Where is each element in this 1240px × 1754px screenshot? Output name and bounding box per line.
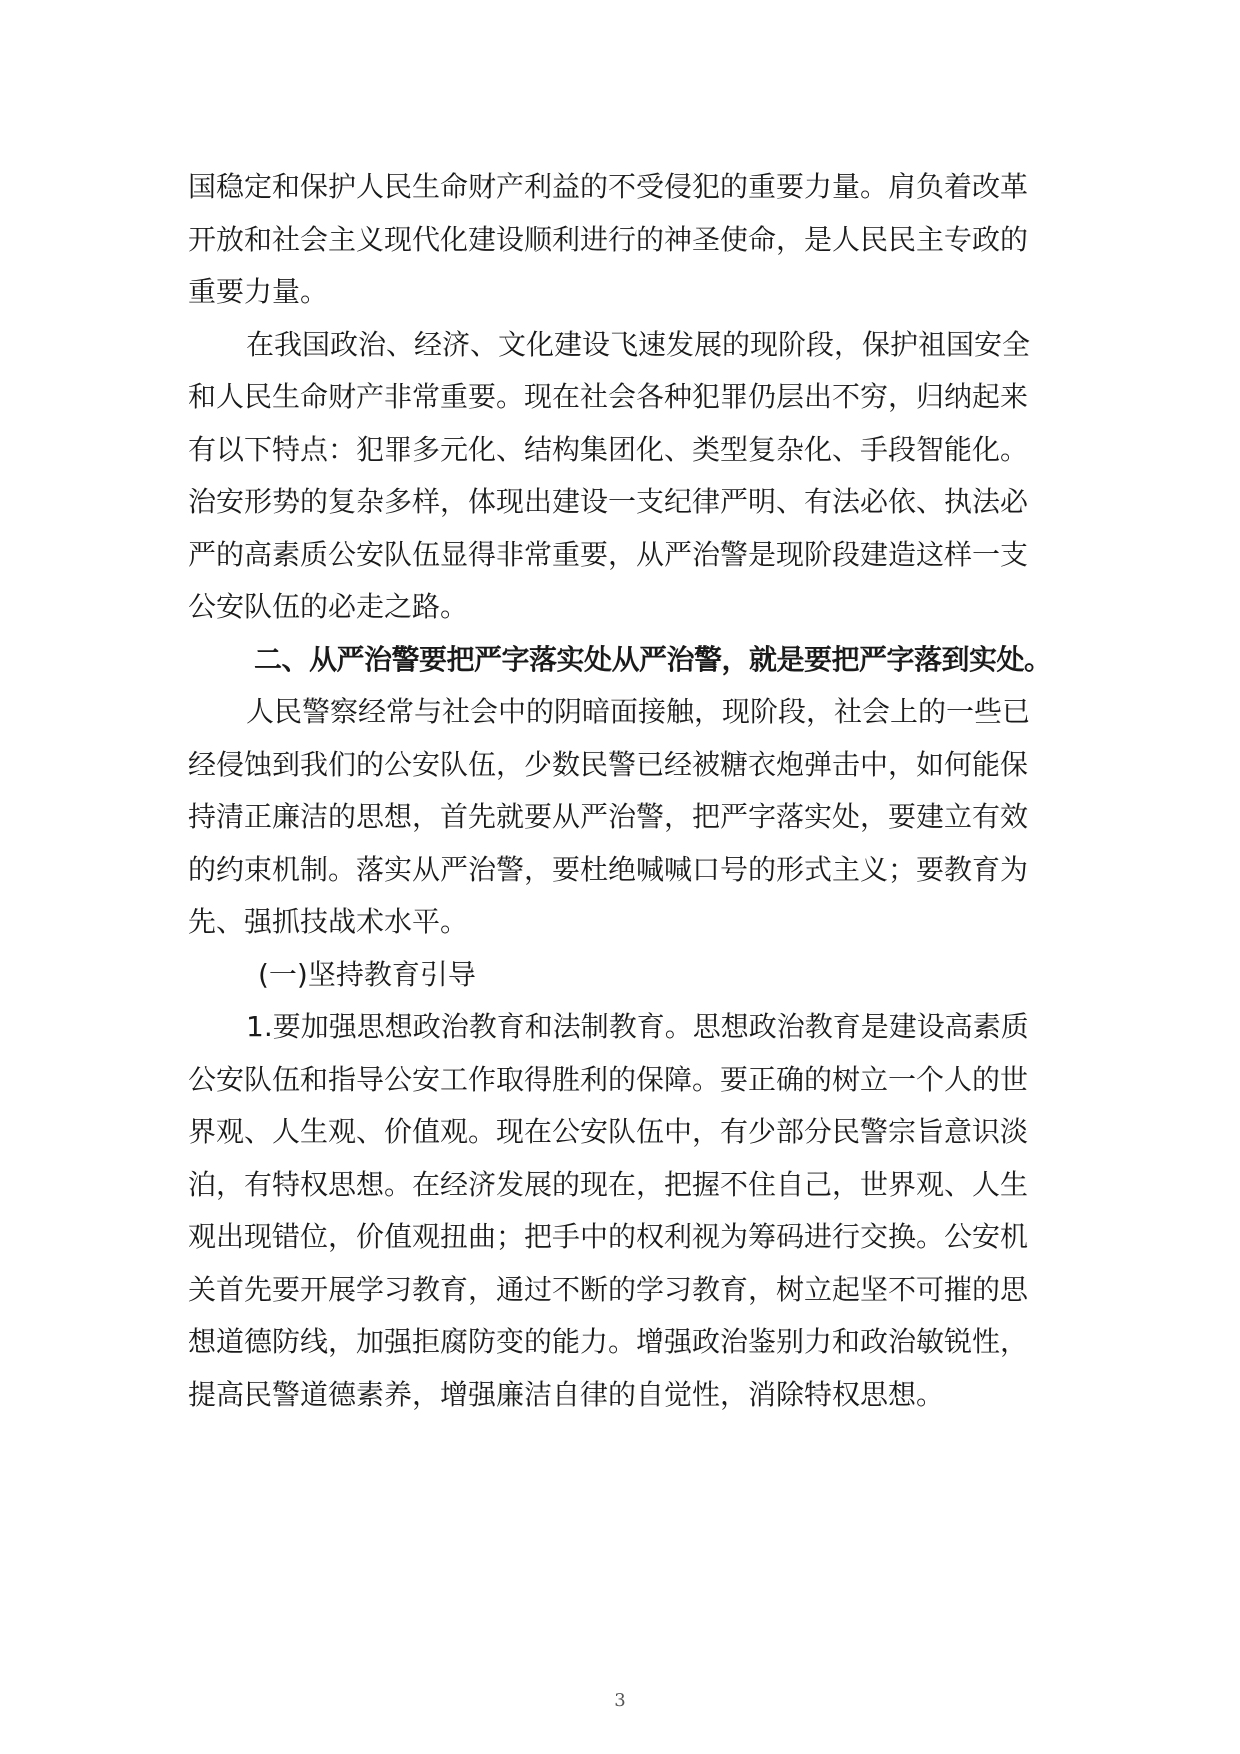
text-line: 泊，有特权思想。在经济发展的现在，把握不住自己，世界观、人生 (188, 1167, 1029, 1201)
document-body (188, 161, 1058, 1421)
text-line: 开放和社会主义现代化建设顺利进行的神圣使命，是人民民主专政的 (188, 222, 1029, 256)
text-line: 持清正廉洁的思想，首先就要从严治警，把严字落实处，要建立有效 (188, 800, 1029, 833)
section-heading-text: 二、从严治警要把严字落实处从严治警，就是要把严字落到实处。 (254, 642, 1052, 676)
section-heading (188, 634, 1058, 687)
text-line: 先、强抓技战术水平。 (188, 905, 469, 938)
text-line: 人民警察经常与社会中的阴暗面接触，现阶段，社会上的一些已 (246, 695, 1031, 728)
text-line: 1.要加强思想政治教育和法制教育。思想政治教育是建设高素质 (246, 1010, 1029, 1043)
text-line: 界观、人生观、价值观。现在公安队伍中，有少部分民警宗旨意识淡 (188, 1115, 1029, 1148)
text-line: 公安队伍和指导公安工作取得胜利的保障。要正确的树立一个人的世 (188, 1062, 1029, 1096)
text-line: 国稳定和保护人民生命财产利益的不受侵犯的重要力量。肩负着改革 (188, 170, 1029, 203)
text-line: 想道德防线，加强拒腐防变的能力。增强政治鉴别力和政治敏锐性， (188, 1325, 1029, 1358)
text-line: 提高民警道德素养，增强廉洁自律的自觉性，消除特权思想。 (188, 1377, 945, 1411)
text-line: 和人民生命财产非常重要。现在社会各种犯罪仍层出不穷，归纳起来 (188, 380, 1029, 413)
text-line: 观出现错位，价值观扭曲；把手中的权利视为筹码进行交换。公安机 (188, 1220, 1029, 1253)
text-line: 严的高素质公安队伍显得非常重要，从严治警是现阶段建造这样一支 (188, 537, 1029, 571)
sub-heading (188, 949, 1058, 1002)
text-line: 在我国政治、经济、文化建设飞速发展的现阶段，保护祖国安全 (246, 327, 1031, 361)
paragraph-continuation (188, 161, 1058, 319)
text-line: 关首先要开展学习教育，通过不断的学习教育，树立起坚不可摧的思 (188, 1272, 1029, 1306)
text-line: 公安队伍的必走之路。 (188, 590, 469, 623)
text-line: 重要力量。 (188, 275, 329, 308)
page-number: 3 (614, 1690, 626, 1711)
sub-heading-text: (一)坚持教育引导 (258, 957, 476, 991)
text-line: 经侵蚀到我们的公安队伍，少数民警已经被糖衣炮弹击中，如何能保 (188, 747, 1029, 781)
text-line: 治安形势的复杂多样，体现出建设一支纪律严明、有法必依、执法必 (188, 485, 1029, 518)
paragraph-police-discipline (188, 686, 1058, 949)
text-line: 有以下特点：犯罪多元化、结构集团化、类型复杂化、手段智能化。 (188, 432, 1029, 466)
paragraph-current-stage (188, 319, 1058, 634)
paragraph-political-education (188, 1001, 1058, 1421)
text-line: 的约束机制。落实从严治警，要杜绝喊喊口号的形式主义；要教育为 (188, 852, 1029, 886)
